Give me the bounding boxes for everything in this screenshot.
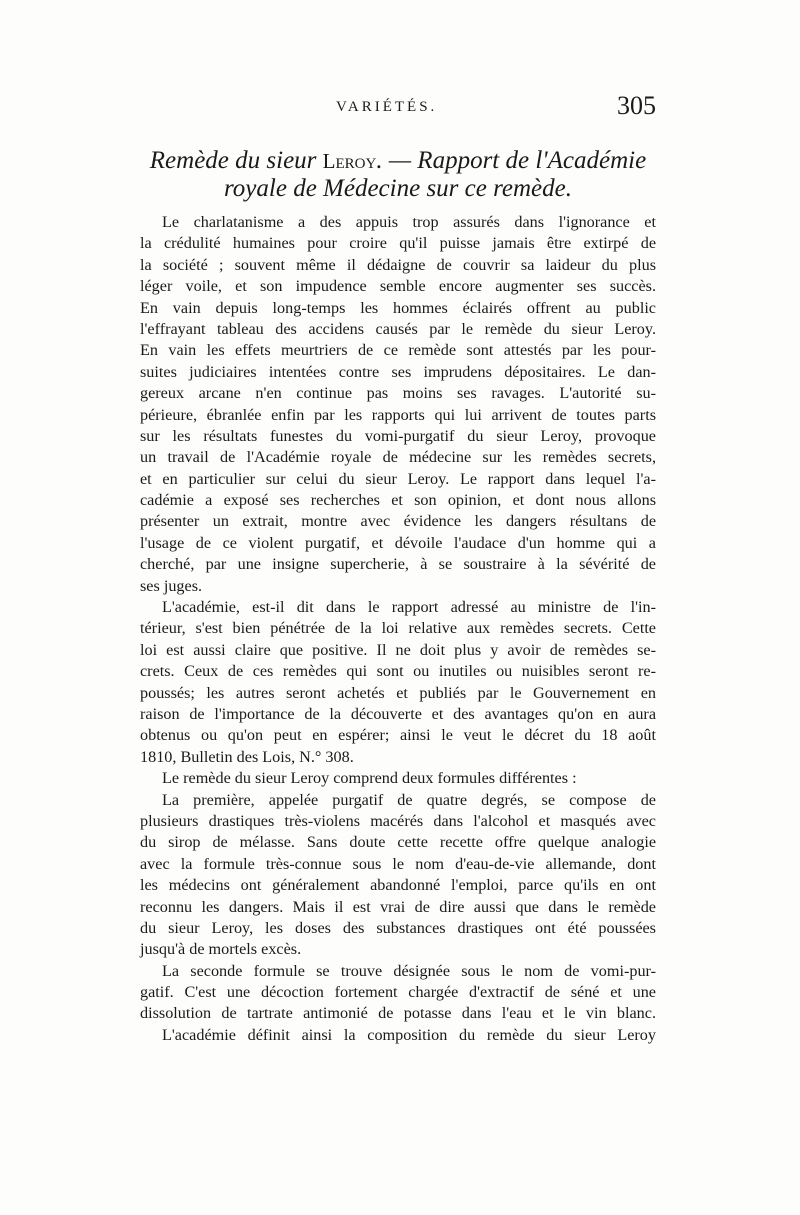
- running-head: [140, 93, 656, 123]
- text-line: La seconde formule se trouve désignée sous le nom de vomi-pur-: [162, 961, 656, 980]
- article-title-line-2: royale de Médecine sur ce remède.: [224, 175, 572, 202]
- text-line: un travail de l'Académie royale de médecine sur les remèdes secrets,: [140, 448, 656, 467]
- text-line: 1810, Bulletin des Lois, N.° 308.: [140, 747, 354, 766]
- page-number: 305: [617, 91, 656, 120]
- text-line: Le remède du sieur Leroy comprend deux formules différentes :: [162, 769, 577, 788]
- text-line: gatif. C'est une décoction fortement chargée d'extractif de séné et une: [140, 983, 656, 1002]
- title-part-a: Remède du sieur: [149, 147, 323, 174]
- title-part-b: . — Rapport de l'Académie: [376, 147, 647, 174]
- text-line: reconnu les dangers. Mais il est vrai de dire aussi que dans le remède: [140, 897, 656, 916]
- text-line: l'effrayant tableau des accidens causés par le remède du sieur Leroy.: [140, 319, 656, 338]
- text-line: En vain depuis long-temps les hommes éclairés offrent au public: [140, 298, 656, 317]
- text-line: les médecins ont généralement abandonné l'emploi, parce qu'ils en ont: [140, 876, 656, 895]
- text-line: L'académie définit ainsi la composition du remède du sieur Leroy: [162, 1025, 656, 1044]
- article-title: [140, 147, 656, 202]
- text-line: jusqu'à de mortels excès.: [140, 940, 302, 959]
- text-line: cherché, par une insigne supercherie, à se soustraire à la sévérité de: [140, 555, 656, 574]
- text-line: crets. Ceux de ces remèdes qui sont ou inutiles ou nuisibles seront re-: [140, 662, 656, 681]
- running-title: VARIÉTÉS.: [336, 99, 438, 115]
- text-line: Le charlatanisme a des appuis trop assurés dans l'ignorance et: [162, 213, 656, 231]
- text-line: plusieurs drastiques très-violens macérés dans l'alcohol et masqués avec: [140, 811, 656, 830]
- text-line: périeure, ébranlée enfin par les rapports qui lui arrivent de toutes parts: [140, 405, 656, 424]
- text-line: L'académie, est-il dit dans le rapport adressé au ministre de l'in-: [162, 598, 656, 617]
- text-line: loi est aussi claire que positive. Il ne doit plus y avoir de remèdes se-: [140, 640, 656, 659]
- text-line: ses juges.: [140, 576, 203, 595]
- text-line: sur les résultats funestes du vomi-purgatif du sieur Leroy, provoque: [140, 426, 656, 445]
- text-line: raison de l'importance de la découverte et des avantages qu'on en aura: [140, 704, 656, 723]
- text-line: et en particulier sur celui du sieur Leroy. Le rapport dans lequel l'a-: [140, 469, 656, 488]
- text-line: l'usage de ce violent purgatif, et dévoile l'audace d'un homme qui a: [140, 533, 656, 552]
- text-line: du sieur Leroy, les doses des substances drastiques ont été poussées: [140, 918, 656, 937]
- text-line: térieur, s'est bien pénétrée de la loi relative aux remèdes secrets. Cette: [140, 619, 656, 638]
- text-line: léger voile, et son impudence semble encore augmenter ses succès.: [140, 277, 656, 296]
- text-line: la crédulité humaines pour croire qu'il puisse jamais être extirpé de: [140, 234, 656, 253]
- text-line: présenter un extrait, montre avec évidence les dangers résultans de: [140, 512, 656, 531]
- text-line: La première, appelée purgatif de quatre degrés, se compose de: [162, 790, 656, 809]
- text-line: du sirop de mélasse. Sans doute cette recette offre quelque analogie: [140, 833, 656, 852]
- article-body: [140, 212, 656, 1046]
- title-author-name: Leroy: [322, 149, 377, 173]
- text-line: avec la formule très-connue sous le nom d'eau-de-vie allemande, dont: [140, 854, 656, 873]
- article-title-line-1: [140, 147, 656, 175]
- text-line: suites judiciaires intentées contre ses imprudens dépositaires. Le dan-: [140, 362, 656, 381]
- text-line: cadémie a exposé ses recherches et son opinion, et dont nous allons: [140, 491, 656, 510]
- text-line: obtenus ou qu'on peut en espérer; ainsi le veut le décret du 18 août: [140, 726, 656, 745]
- text-line: dissolution de tartrate antimonié de potasse dans l'eau et le vin blanc.: [140, 1004, 656, 1023]
- text-line: En vain les effets meurtriers de ce remède sont attestés par les pour-: [140, 341, 656, 360]
- text-line: poussés; les autres seront achetés et publiés par le Gouvernement en: [140, 683, 656, 702]
- text-line: gereux arcane n'en continue pas moins ses ravages. L'autorité su-: [140, 384, 656, 403]
- text-line: la société ; souvent même il dédaigne de couvrir sa laideur du plus: [140, 255, 656, 274]
